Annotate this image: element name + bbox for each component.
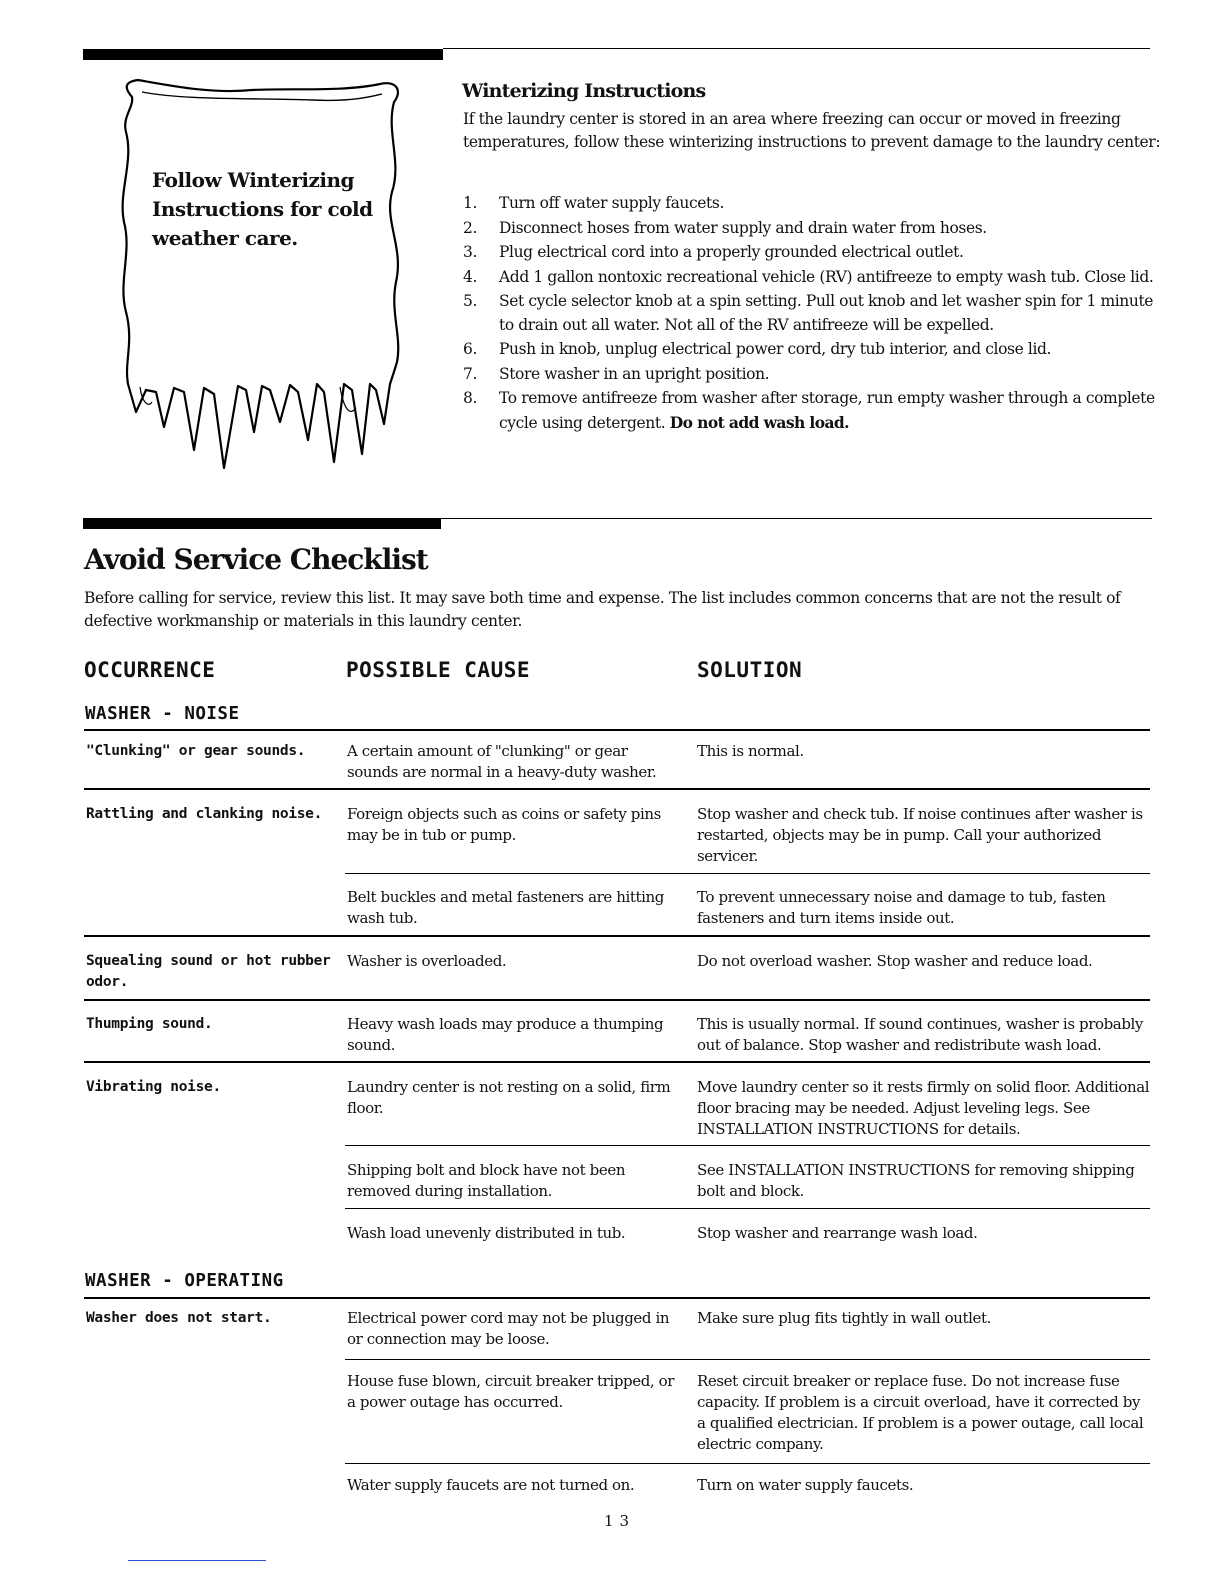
cause-cell: Electrical power cord may not be plugged in or connection may be loose. [347, 1309, 670, 1348]
checklist-intro: Before calling for service, review this list. It may save both time and expense. The list includes common concerns that are not the result of defective workmanship or materials in this laundry center. [84, 589, 1121, 630]
occurrence-cell: Washer does not start. [86, 1310, 272, 1326]
table-rule [84, 1061, 1150, 1063]
occurrence-cell: Rattling and clanking noise. [86, 806, 323, 822]
winterizing-step: 4. Add 1 gallon nontoxic recreational vehicle (RV) antifreeze to empty wash tub. Close lid. [463, 267, 1154, 286]
cause-cell: Belt buckles and metal fasteners are hitting wash tub. [347, 888, 664, 927]
solution-cell: This is usually normal. If sound continues, washer is probably out of balance. Stop washer and redistribute wash load. [697, 1015, 1144, 1054]
cause-cell: House fuse blown, circuit breaker tripped, or a power outage has occurred. [347, 1372, 675, 1411]
column-header-solution: SOLUTION [697, 658, 803, 682]
winterizing-step: 5. Set cycle selector knob at a spin setting. Pull out knob and let washer spin for 1 minute to drain out all water. Not all of the RV antifreeze will be expelled. [463, 292, 1154, 334]
section-heading-operating: WASHER - OPERATING [85, 1271, 284, 1291]
section-rule-thick [83, 49, 443, 60]
winterizing-step: 1. Turn off water supply faucets. [463, 194, 724, 212]
winterizing-step: 3. Plug electrical cord into a properly grounded electrical outlet. [463, 243, 964, 261]
column-header-occurrence: OCCURRENCE [84, 658, 216, 682]
section-heading-noise: WASHER - NOISE [85, 704, 240, 724]
table-subrule [345, 1463, 1150, 1464]
footer-link-underline [128, 1560, 266, 1561]
winterizing-step: 8. To remove antifreeze from washer after storage, run empty washer through a complete cycle using detergent. Do not add wash load. [463, 389, 1155, 432]
cause-cell: Washer is overloaded. [347, 952, 507, 970]
solution-cell: Reset circuit breaker or replace fuse. Do not increase fuse capacity. If problem is a circuit overload, have it corrected by a qualified electrician. If problem is a power outage, call local electric company. [697, 1372, 1144, 1453]
solution-cell: Make sure plug fits tightly in wall outlet. [697, 1309, 991, 1327]
cause-cell: Shipping bolt and block have not been removed during installation. [347, 1161, 626, 1200]
table-rule [84, 935, 1150, 937]
winterizing-step: 6. Push in knob, unplug electrical power cord, dry tub interior, and close lid. [463, 340, 1052, 358]
winterizing-callout: Follow Winterizing Instructions for cold weather care. [152, 168, 373, 250]
cause-cell: Wash load unevenly distributed in tub. [347, 1224, 626, 1242]
occurrence-cell: Thumping sound. [86, 1016, 213, 1032]
table-rule [84, 1297, 1150, 1299]
winterizing-intro: If the laundry center is stored in an area where freezing can occur or moved in freezing temperatures, follow these winterizing instructions to prevent damage to the laundry center: [463, 110, 1161, 151]
section-rule-thin [443, 48, 1150, 49]
table-rule [84, 999, 1150, 1001]
winterizing-step: 7. Store washer in an upright position. [463, 364, 770, 383]
solution-cell: Stop washer and rearrange wash load. [697, 1224, 978, 1242]
solution-cell: See INSTALLATION INSTRUCTIONS for removing shipping bolt and block. [697, 1161, 1135, 1200]
winterizing-steps [463, 192, 1163, 436]
solution-cell: To prevent unnecessary noise and damage to tub, fasten fasteners and turn items inside out. [697, 888, 1106, 927]
icicle-frame-icon [112, 72, 412, 470]
section-rule-thick [83, 518, 441, 529]
cause-cell: A certain amount of "clunking" or gear sounds are normal in a heavy-duty washer. [347, 742, 657, 781]
cause-cell: Laundry center is not resting on a solid, firm floor. [347, 1078, 671, 1117]
cause-cell: Water supply faucets are not turned on. [347, 1476, 635, 1494]
solution-cell: This is normal. [697, 742, 804, 760]
winterizing-step: 2. Disconnect hoses from water supply and drain water from hoses. [463, 218, 987, 237]
checklist-title: Avoid Service Checklist [84, 543, 428, 576]
table-subrule [345, 1359, 1150, 1360]
occurrence-cell: "Clunking" or gear sounds. [86, 743, 306, 759]
page-number: 13 [604, 1512, 636, 1530]
occurrence-cell: Squealing sound or hot rubber odor. [86, 953, 331, 990]
solution-cell: Do not overload washer. Stop washer and reduce load. [697, 952, 1093, 970]
table-subrule [345, 1145, 1150, 1146]
winterizing-warning: Do not add wash load. [669, 412, 849, 432]
solution-cell: Turn on water supply faucets. [697, 1476, 914, 1494]
winterizing-title: Winterizing Instructions [462, 80, 706, 102]
table-rule [84, 788, 1150, 790]
cause-cell: Foreign objects such as coins or safety pins may be in tub or pump. [347, 805, 661, 844]
occurrence-cell: Vibrating noise. [86, 1079, 221, 1095]
cause-cell: Heavy wash loads may produce a thumping sound. [347, 1015, 664, 1054]
table-subrule [345, 873, 1150, 874]
table-subrule [345, 1208, 1150, 1209]
solution-cell: Stop washer and check tub. If noise continues after washer is restarted, objects may be in pump. Call your authorized servicer. [697, 805, 1143, 865]
section-rule-thin [441, 518, 1152, 519]
solution-cell: Move laundry center so it rests firmly on solid floor. Additional floor bracing may be needed. Adjust leveling legs. See INSTALLATION INSTRUCTIONS for details. [697, 1078, 1150, 1138]
table-rule [84, 729, 1150, 731]
column-header-cause: POSSIBLE CAUSE [346, 658, 531, 682]
